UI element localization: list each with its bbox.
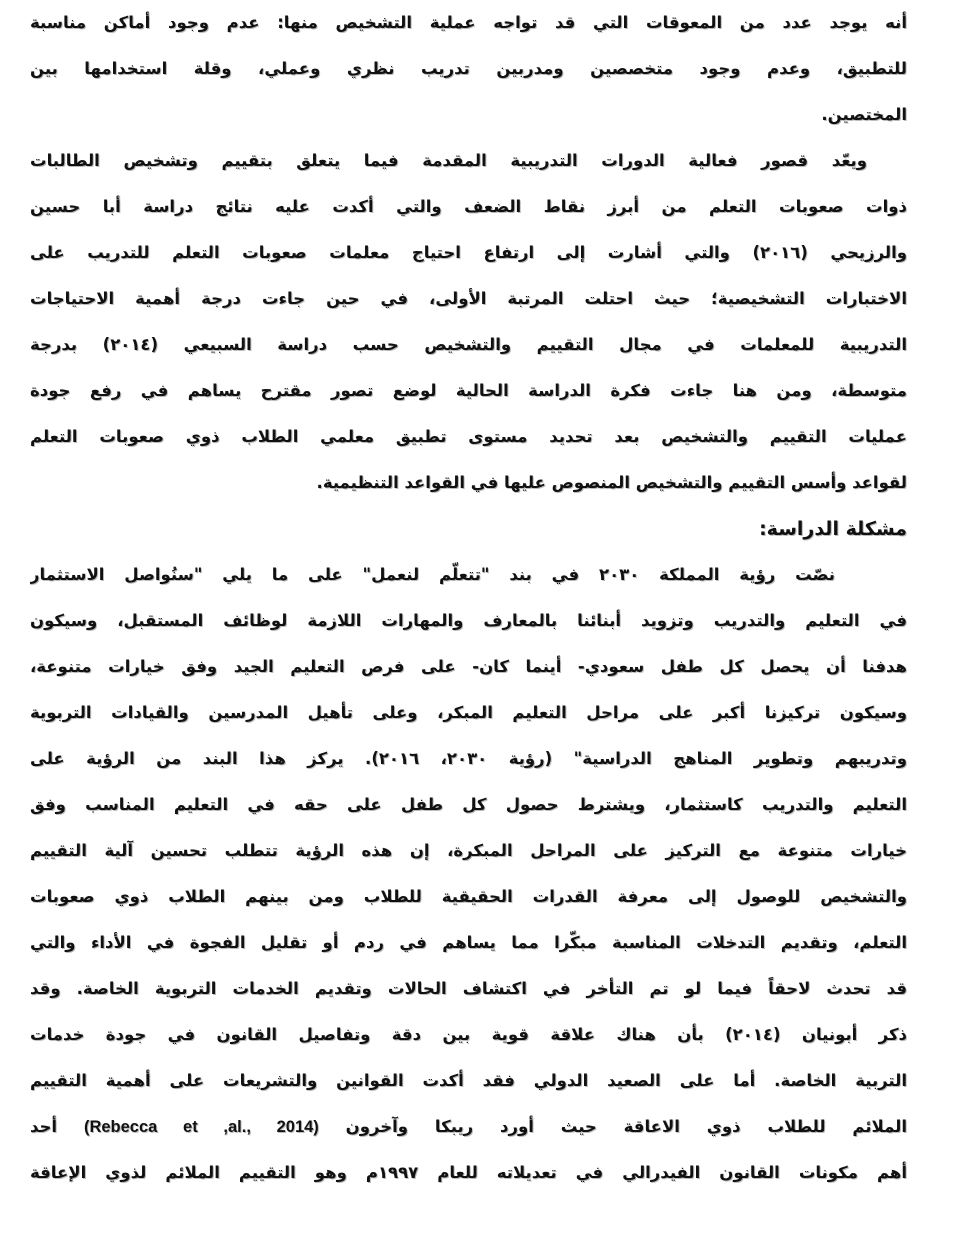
text-line: وتدريبهم وتطوير المناهج الدراسية" (رؤية ٢٠٣٠، ٢٠١٦). يركز هذا البند من الرؤية على — [30, 749, 907, 768]
text-line: قد تحدث لاحقاً فيما لو تم التأخر في اكتشاف الحالات وتقديم الخدمات التربوية الخاصة. وقد — [30, 979, 907, 998]
text-line: خيارات متنوعة مع التركيز على المراحل المبكرة، إن هذه الرؤية تتطلب تحسين آلية التقييم — [30, 841, 907, 860]
text-line: لقواعد وأسس التقييم والتشخيص المنصوص عليها في القواعد التنظيمية. — [316, 473, 907, 492]
text-line: أهم مكونات القانون الفيدرالي في تعديلاته للعام ١٩٩٧م وهو التقييم الملائم لذوي الإعاقة — [30, 1163, 907, 1182]
text-line: ويعّد قصور فعالية الدورات التدريبية المقدمة فيما يتعلق بتقييم وتشخيص الطالبات — [30, 151, 867, 170]
text-line: هدفنا أن يحصل كل طفل سعودي- أينما كان- على فرص التعليم الجيد وفق خيارات متنوعة، — [30, 657, 907, 676]
text-line: ذكر أبونيان (٢٠١٤) بأن هناك علاقة قوية بين دقة وتفاصيل القانون في جودة خدمات — [30, 1025, 907, 1044]
section-heading: مشكلة الدراسة: — [759, 518, 907, 540]
paragraph-2 — [30, 138, 907, 506]
text-line: والرزيحي (٢٠١٦) والتي أشارت إلى ارتفاع احتياج معلمات صعوبات التعلم للتدريب على — [30, 243, 907, 262]
document-page — [30, 0, 907, 1196]
text-line: المختصين. — [821, 105, 907, 124]
text-line: وسيكون تركيزنا أكبر على مراحل التعليم المبكر، وعلى تأهيل المدرسين والقيادات التربوية — [30, 703, 907, 722]
text-line: للتطبيق، وعدم وجود متخصصين ومدربين تدريب نظري وعملي، وقلة استخدامها بين — [30, 59, 907, 78]
citation: (Rebecca et ,al., 2014) — [83, 1118, 319, 1136]
text-line: والتشخيص للوصول إلى معرفة القدرات الحقيقية للطلاب ومن بينهم الطلاب ذوي صعوبات — [30, 887, 907, 906]
text-line: التربية الخاصة. أما على الصعيد الدولي فقد أكدت القوانين والتشريعات على أهمية التقييم — [30, 1071, 907, 1090]
text-line: التدريبية للمعلمات في مجال التقييم والتشخيص حسب دراسة السبيعي (٢٠١٤) بدرجة — [30, 335, 907, 354]
text-segment: أحد — [30, 1117, 58, 1136]
text-line: أنه يوجد عدد من المعوقات التي قد تواجه عملية التشخيص منها: عدم وجود أماكن مناسبة — [30, 13, 907, 32]
text-line: نصّت رؤية المملكة ٢٠٣٠ في بند "تتعلّم لنعمل" على ما يلي "سنُواصل الاستثمار — [30, 565, 835, 584]
text-line: الاختبارات التشخيصية؛ حيث احتلت المرتبة الأولى، في حين جاءت درجة أهمية الاحتياجات — [30, 289, 907, 308]
paragraph-3 — [30, 552, 907, 1196]
text-line: في التعليم والتدريب وتزويد أبنائنا بالمعارف والمهارات اللازمة لوظائف المستقبل، وسيكون — [30, 611, 907, 630]
paragraph-1 — [30, 0, 907, 138]
text-line: متوسطة، ومن هنا جاءت فكرة الدراسة الحالية لوضع تصور مقترح يساهم في رفع جودة — [30, 381, 907, 400]
text-line: التعليم والتدريب كاستثمار، ويشترط حصول كل طفل على حقه في التعليم المناسب وفق — [30, 795, 907, 814]
text-line: ذوات صعوبات التعلم من أبرز نقاط الضعف والتي أكدت عليه نتائج دراسة أبا حسين — [30, 197, 907, 216]
text-segment: الملائم للطلاب ذوي الاعاقة حيث أورد ريبكا وآخرون — [345, 1117, 907, 1136]
text-line-citation — [30, 1104, 907, 1150]
text-line: عمليات التقييم والتشخيص بعد تحديد مستوى تطبيق معلمي الطلاب ذوي صعوبات التعلم — [30, 427, 907, 446]
text-line: التعلم، وتقديم التدخلات المناسبة مبكّرا مما يساهم في ردم أو تقليل الفجوة في الأداء والتي — [30, 933, 907, 952]
